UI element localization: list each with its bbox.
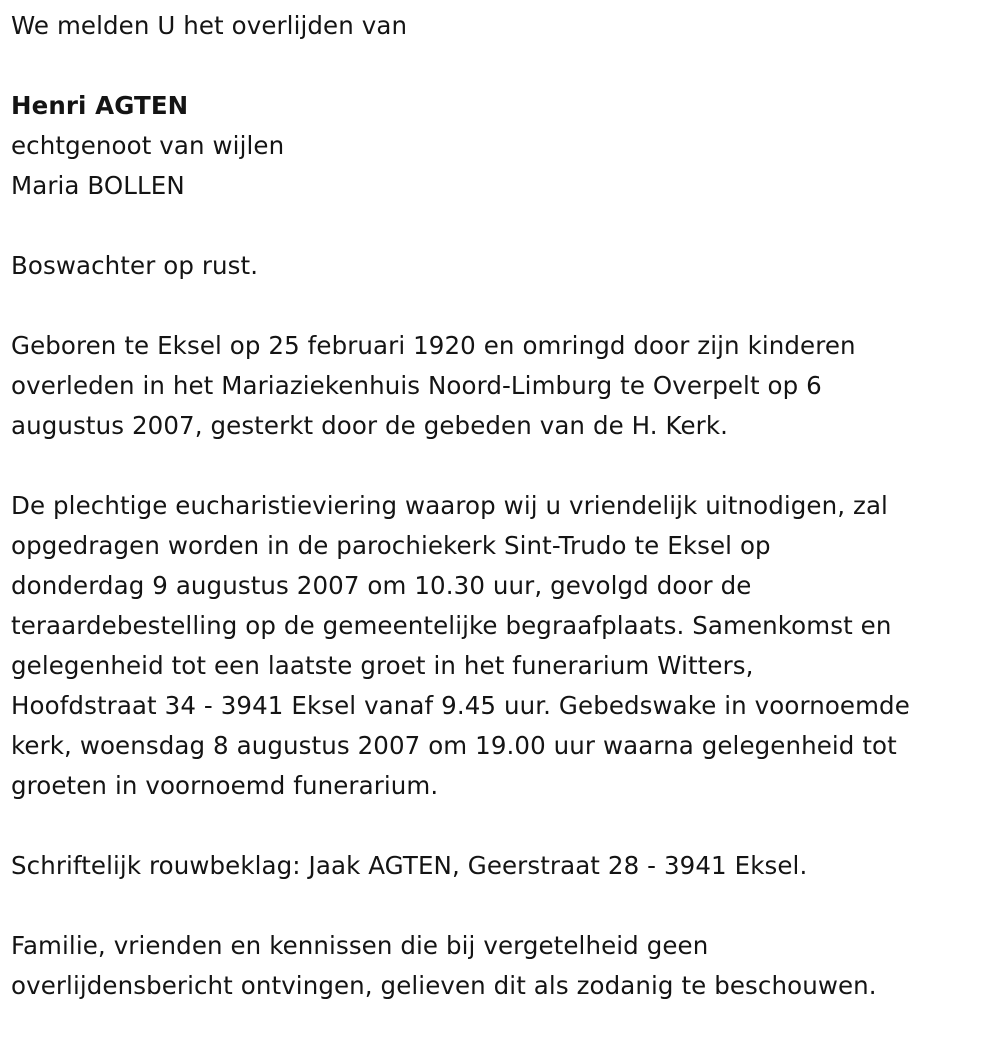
intro-line: We melden U het overlijden van — [11, 11, 408, 40]
paragraph-line: teraardebestelling op de gemeentelijke begraafplaats. Samenkomst en — [11, 611, 892, 640]
death-notice — [11, 6, 981, 1006]
spacer — [11, 46, 981, 86]
paragraph-line: groeten in voornoemd funerarium. — [11, 771, 439, 800]
paragraph-line: De plechtige eucharistieviering waarop wij u vriendelijk uitnodigen, zal — [11, 491, 888, 520]
spacer — [11, 206, 981, 246]
ceremony-paragraph — [11, 486, 981, 806]
spouse-name: Maria BOLLEN — [11, 171, 185, 200]
deceased-name: Henri AGTEN — [11, 91, 189, 120]
condolences-line: Schriftelijk rouwbeklag: Jaak AGTEN, Geerstraat 28 - 3941 Eksel. — [11, 851, 808, 880]
closing-paragraph — [11, 926, 981, 1006]
paragraph-line: gelegenheid tot een laatste groet in het funerarium Witters, — [11, 651, 754, 680]
spacer — [11, 886, 981, 926]
paragraph-line: overleden in het Mariaziekenhuis Noord-Limburg te Overpelt op 6 — [11, 371, 822, 400]
spacer — [11, 286, 981, 326]
paragraph-line: donderdag 9 augustus 2007 om 10.30 uur, gevolgd door de — [11, 571, 752, 600]
paragraph-line: Familie, vrienden en kennissen die bij vergetelheid geen — [11, 931, 709, 960]
paragraph-line: opgedragen worden in de parochiekerk Sint-Trudo te Eksel op — [11, 531, 771, 560]
paragraph-line: kerk, woensdag 8 augustus 2007 om 19.00 uur waarna gelegenheid tot — [11, 731, 897, 760]
occupation-line: Boswachter op rust. — [11, 251, 259, 280]
paragraph-line: Hoofdstraat 34 - 3941 Eksel vanaf 9.45 uur. Gebedswake in voornoemde — [11, 691, 910, 720]
relation-line: echtgenoot van wijlen — [11, 131, 285, 160]
paragraph-line: Geboren te Eksel op 25 februari 1920 en omringd door zijn kinderen — [11, 331, 856, 360]
paragraph-line: augustus 2007, gesterkt door de gebeden van de H. Kerk. — [11, 411, 728, 440]
spacer — [11, 806, 981, 846]
birth-death-paragraph — [11, 326, 981, 446]
paragraph-line: overlijdensbericht ontvingen, gelieven dit als zodanig te beschouwen. — [11, 971, 877, 1000]
spacer — [11, 446, 981, 486]
